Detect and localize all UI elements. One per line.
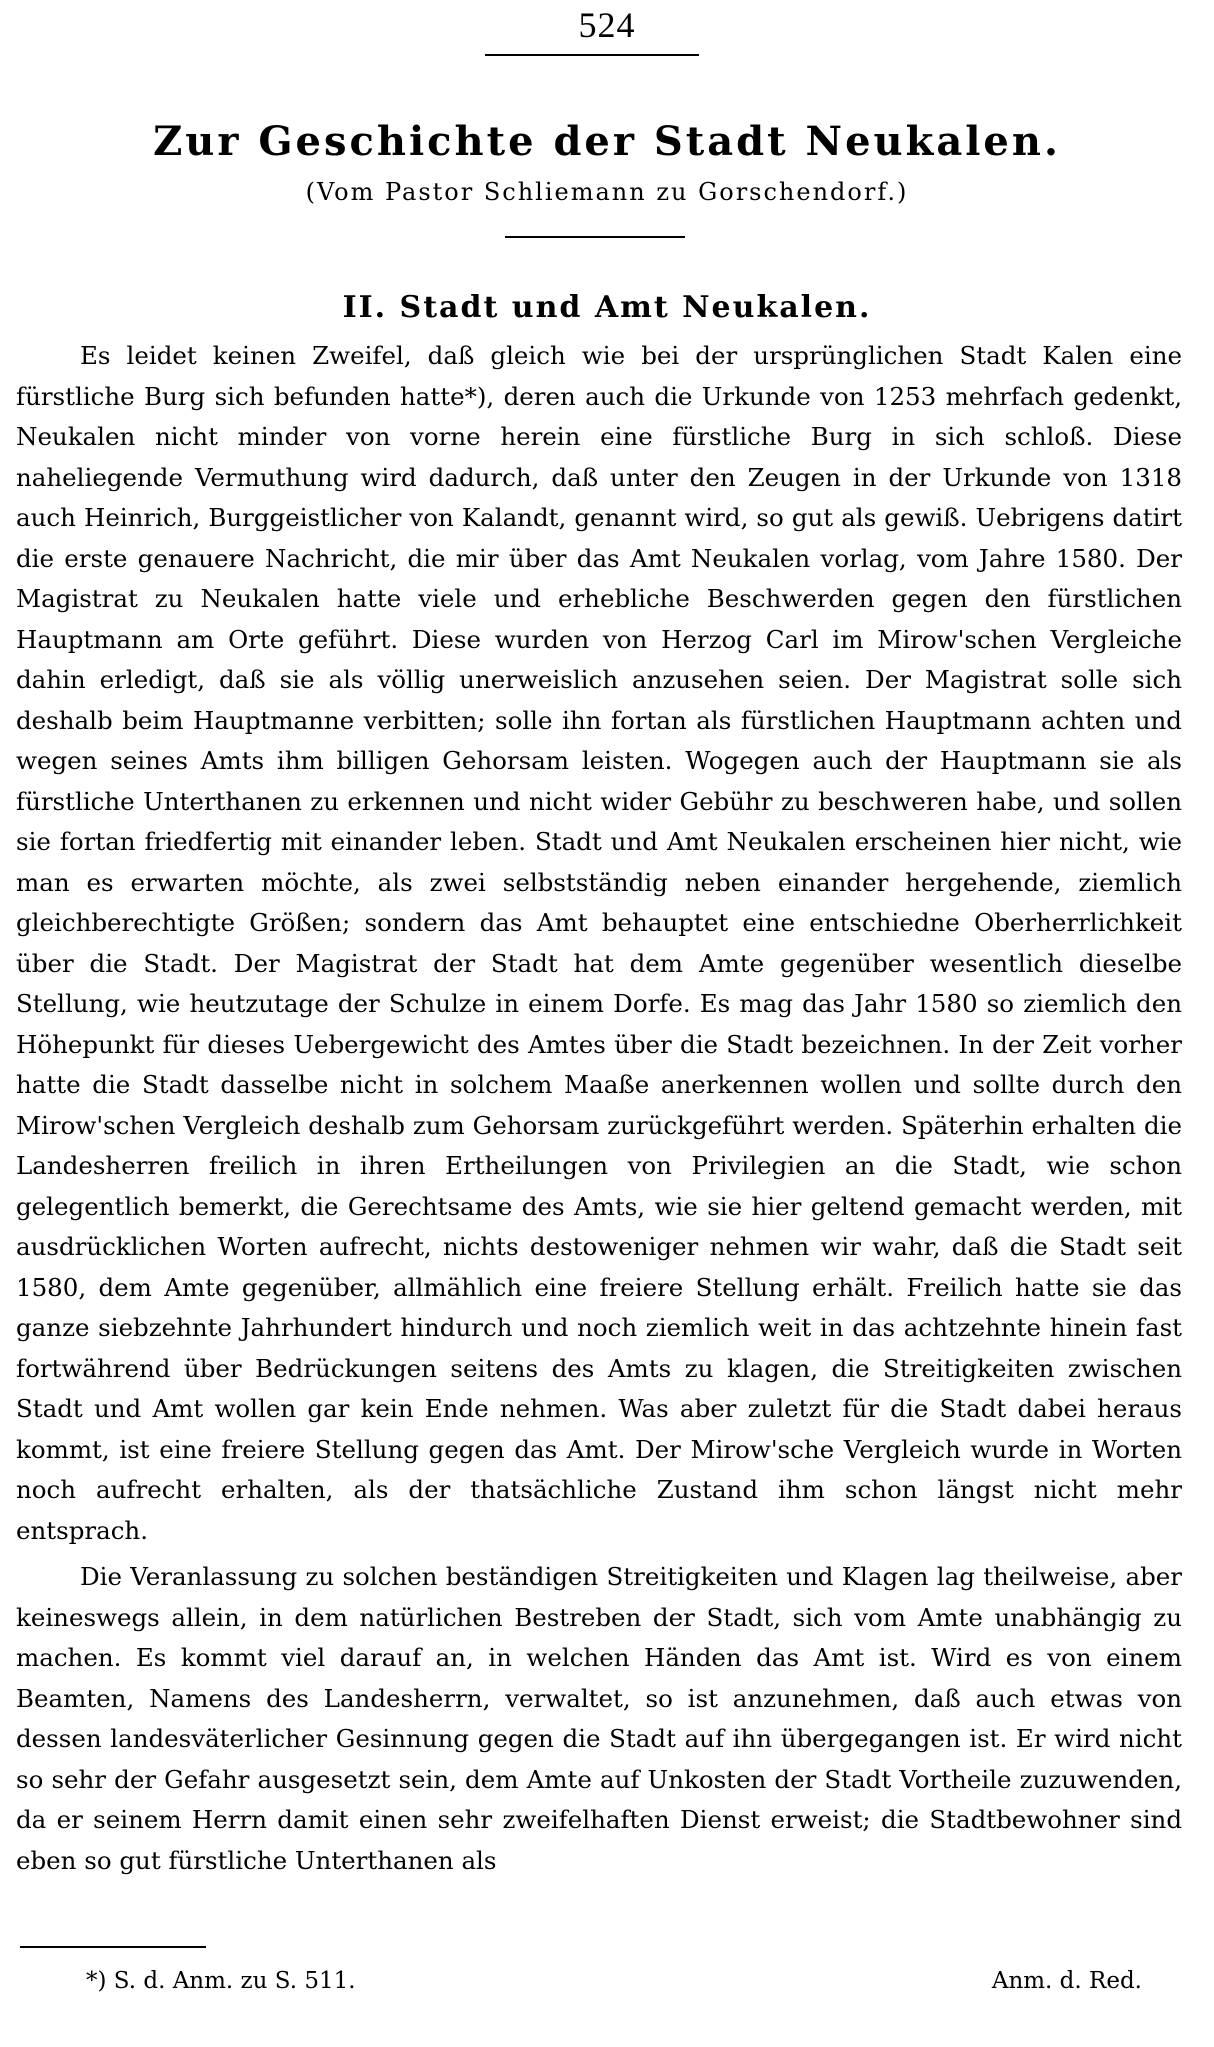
article-title: Zur Geschichte der Stadt Neukalen.: [153, 118, 1061, 165]
article-subtitle: (Vom Pastor Schliemann zu Gorschendorf.): [305, 178, 909, 206]
title-rule: [505, 236, 685, 238]
paragraph: Die Veranlassung zu solchen beständigen Streitigkeiten und Klagen lag theilweise, aber keineswegs allein, in dem natürlichen Bestreben der Stadt, sich vom Amte unabhängig zu machen. Es kommt viel darauf an, in welchen Händen das Amt ist. Wird es von einem Beamten, Namens des Landesherrn, verwaltet, so ist anzunehmen, daß auch etwas von dessen landesväterlicher Gesinnung gegen die Stadt auf ihn übergegangen ist. Er wird nicht so sehr der Gefahr ausgesetzt sein, dem Amte auf Unkosten der Stadt Vortheile zuzuwenden, da er seinem Herrn damit einen sehr zweifelhaften Dienst erweist; die Stadtbewohner sind eben so gut fürstliche Unterthanen als: [16, 1562, 1182, 1875]
body-text: [16, 336, 1182, 1881]
paragraph: Es leidet keinen Zweifel, daß gleich wie bei der ursprünglichen Stadt Kalen eine fürstliche Burg sich befunden hatte*), deren auch die Urkunde von 1253 mehrfach gedenkt, Neukalen nicht minder von vorne herein eine fürstliche Burg in sich schloß. Diese naheliegende Vermuthung wird dadurch, daß unter den Zeugen in der Urkunde von 1318 auch Heinrich, Burggeistlicher von Kalandt, genannt wird, so gut als gewiß. Uebrigens datirt die erste genauere Nachricht, die mir über das Amt Neukalen vorlag, vom Jahre 1580. Der Magistrat zu Neukalen hatte viele und erhebliche Beschwerden gegen den fürstlichen Hauptmann am Orte geführt. Diese wurden von Herzog Carl im Mirow'schen Vergleiche dahin erledigt, daß sie als völlig unerweislich anzusehen seien. Der Magistrat solle sich deshalb beim Hauptmanne verbitten; solle ihn fortan als fürstlichen Hauptmann achten und wegen seines Amts ihm billigen Gehorsam leisten. Wogegen auch der Hauptmann sie als fürstliche Unterthanen zu erkennen und nicht wider Gebühr zu beschweren habe, und sollen sie fortan friedfertig mit einander leben. Stadt und Amt Neukalen erscheinen hier nicht, wie man es erwarten möchte, als zwei selbstständig neben einander hergehende, ziemlich gleichberechtigte Größen; sondern das Amt behauptet eine entschiedne Oberherrlichkeit über die Stadt. Der Magistrat der Stadt hat dem Amte gegenüber wesentlich dieselbe Stellung, wie heutzutage der Schulze in einem Dorfe. Es mag das Jahr 1580 so ziemlich den Höhepunkt für dieses Uebergewicht des Amtes über die Stadt bezeichnen. In der Zeit vorher hatte die Stadt dasselbe nicht in solchem Maaße anerkennen wollen und sollte durch den Mirow'schen Vergleich deshalb zum Gehorsam zurückgeführt werden. Späterhin erhalten die Landesherren freilich in ihren Ertheilungen von Privilegien an die Stadt, wie schon gelegentlich bemerkt, die Gerechtsame des Amts, wie sie hier geltend gemacht werden, mit ausdrücklichen Worten aufrecht, nichts destoweniger nehmen wir wahr, daß die Stadt seit 1580, dem Amte gegenüber, allmählich eine freiere Stellung erhält. Freilich hatte sie das ganze siebzehnte Jahrhundert hindurch und noch ziemlich weit in das achtzehnte hinein fast fortwährend über Bedrückungen seitens des Amts zu klagen, die Streitigkeiten zwischen Stadt und Amt wollen gar kein Ende nehmen. Was aber zuletzt für die Stadt dabei heraus kommt, ist eine freiere Stellung gegen das Amt. Der Mirow'sche Vergleich wurde in Worten noch aufrecht erhalten, als der thatsächliche Zustand ihm schon längst nicht mehr entsprach.: [16, 341, 1182, 1545]
header-rule: [485, 54, 699, 56]
footnote-attribution: Anm. d. Red.: [991, 1968, 1142, 1994]
footnote-rule: [20, 1946, 206, 1948]
section-heading: II. Stadt und Amt Neukalen.: [342, 290, 872, 325]
footnote: *) S. d. Anm. zu S. 511.: [86, 1968, 356, 1994]
page-number: 524: [578, 5, 636, 45]
